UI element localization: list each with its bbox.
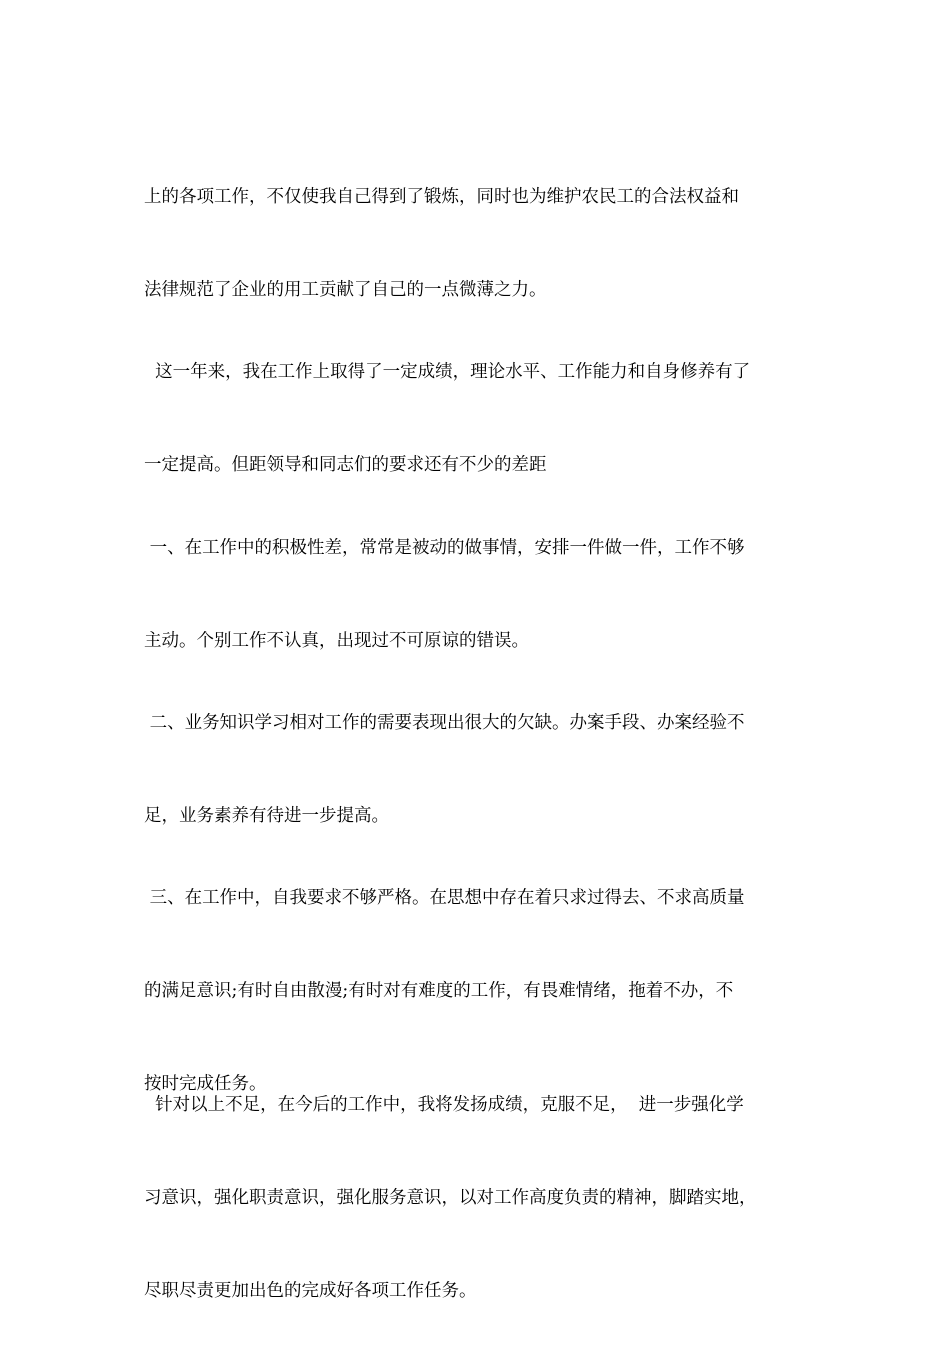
paragraph-improvement-plan [144,1028,814,1369]
paragraph-line: 习意识，强化职责意识，强化服务意识，以对工作高度负责的精神，脚踏实地， [144,1188,757,1208]
paragraph-line: 按时完成任务。 [144,1074,267,1094]
paragraph-line: 足，业务素养有待进一步提高。 [144,806,389,826]
paragraph-line: 一定提高。但距领导和同志们的要求还有不少的差距 [144,455,547,475]
paragraph-line: 法律规范了企业的用工贡献了自己的一点微薄之力。 [144,280,547,300]
paragraph-line: 一、在工作中的积极性差，常常是被动的做事情，安排一件做一件，工作不够 [144,538,745,558]
paragraph-line: 二、业务知识学习相对工作的需要表现出很大的欠缺。办案手段、办案经验不 [144,713,745,733]
paragraph-line: 针对以上不足，在今后的工作中，我将发扬成绩，克服不足， 进一步强化学 [144,1095,744,1115]
paragraph-line: 尽职尽责更加出色的完成好各项工作任务。 [144,1281,477,1301]
paragraph-line: 这一年来，我在工作上取得了一定成绩，理论水平、工作能力和自身修养有了 [144,362,751,382]
paragraph-line: 三、在工作中，自我要求不够严格。在思想中存在着只求过得去、不求高质量 [144,888,745,908]
paragraph-line: 的满足意识;有时自由散漫;有时对有难度的工作，有畏难情绪，拖着不办，不 [144,981,734,1001]
paragraph-line: 主动。个别工作不认真，出现过不可原谅的错误。 [144,631,529,651]
paragraph-line: 上的各项工作，不仅使我自己得到了锻炼，同时也为维护农民工的合法权益和 [144,187,739,207]
